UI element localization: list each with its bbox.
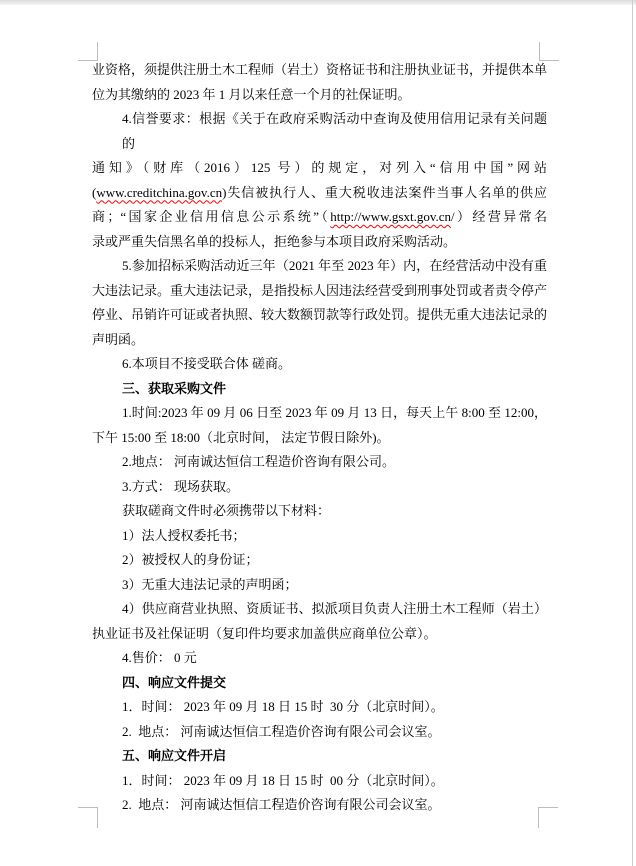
text-segment: 下午 15:00 至 18:00（北京时间， 法定节假日除外)。 bbox=[92, 429, 390, 445]
line-credit-req-5 bbox=[92, 230, 547, 255]
text-segment: 录或严重失信黑名单的投标人，拒绝参与本项目政府采购活动。 bbox=[92, 233, 457, 249]
line-s3-time-1 bbox=[92, 401, 547, 426]
heading-section-3 bbox=[92, 377, 547, 402]
text-segment: 4.售价： 0 元 bbox=[122, 650, 197, 665]
line-s5-location bbox=[92, 793, 547, 818]
text-segment: /）经营异常名 bbox=[451, 209, 547, 224]
text-segment: 位为其缴纳的 2023 年 1 月以来任意一个月的社保证明。 bbox=[92, 86, 411, 102]
text-segment: 1．时间： 2023 年 09 月 18 日 15 时 30 分（北京时间）。 bbox=[122, 699, 444, 714]
text-segment: 5.参加招标采购活动近三年（2021 年至 2023 年）内，在经营活动中没有重 bbox=[122, 258, 547, 273]
text-segment: 三、获取采购文件 bbox=[122, 380, 227, 396]
text-segment: 停业、吊销许可证或者执照、较大数额罚款等行政处罚。提供无重大违法记录的 bbox=[92, 307, 548, 322]
text-segment: 获取磋商文件时必须携带以下材料： bbox=[122, 503, 331, 518]
text-segment: 4）供应商营业执照、资质证书、拟派项目负责人注册土木工程师（岩土） bbox=[122, 601, 547, 616]
text-segment: 1．时间： 2023 年 09 月 18 日 15 时 00 分（北京时间）。 bbox=[122, 772, 444, 788]
line-s3-material-4b bbox=[92, 622, 547, 647]
line-s3-method bbox=[92, 475, 547, 500]
url-text: http://www.gsxt.gov.cn bbox=[330, 209, 452, 224]
line-credit-req-4 bbox=[92, 205, 547, 230]
text-segment: 1.时间:2023 年 09 月 06 日至 2023 年 09 月 13 日，每天上午 8:00 至 12:00， bbox=[122, 405, 547, 420]
line-no-violation-1 bbox=[92, 254, 547, 279]
heading-section-5 bbox=[92, 744, 547, 769]
text-segment: 声明函。 bbox=[92, 331, 145, 347]
text-segment: 通知》（财库（2016）125 号）的规定，对列入“信用中国”网站 bbox=[92, 160, 547, 175]
line-credit-req-2 bbox=[92, 156, 547, 181]
text-segment: 2）被授权人的身份证； bbox=[122, 552, 259, 567]
heading-section-4 bbox=[92, 671, 547, 696]
line-qualification-cont-1 bbox=[92, 58, 547, 83]
line-s3-price bbox=[92, 646, 547, 671]
text-segment: 6.本项目不接受联合体 磋商。 bbox=[122, 356, 292, 371]
text-segment: 执业证书及社保证明（复印件均要求加盖供应商单位公章）。 bbox=[92, 625, 437, 641]
text-segment: 商；“国家企业信用信息公示系统”（ bbox=[92, 209, 331, 224]
line-s3-material-1 bbox=[92, 524, 547, 549]
line-s5-time bbox=[92, 769, 547, 794]
line-no-violation-3 bbox=[92, 303, 547, 328]
line-s3-time-2 bbox=[92, 426, 547, 451]
line-s3-material-2 bbox=[92, 548, 547, 573]
line-s4-time bbox=[92, 695, 547, 720]
text-segment: 2.地点： 河南诚达恒信工程造价咨询有限公司。 bbox=[122, 454, 396, 469]
page-top-edge bbox=[0, 0, 636, 5]
line-s3-materials-intro bbox=[92, 499, 547, 524]
line-qualification-cont-2 bbox=[92, 83, 547, 108]
text-segment: 五、响应文件开启 bbox=[122, 748, 227, 763]
line-credit-req-3 bbox=[92, 181, 547, 206]
text-segment: 大违法记录。重大违法记录，是指投标人因违法经营受到刑事处罚或者责令停产 bbox=[92, 282, 548, 298]
line-no-consortium bbox=[92, 352, 547, 377]
text-segment: 3.方式： 现场获取。 bbox=[122, 478, 240, 494]
line-s3-location bbox=[92, 450, 547, 475]
text-segment: 2. 地点： 河南诚达恒信工程造价咨询有限公司会议室。 bbox=[122, 797, 441, 812]
text-segment: 四、响应文件提交 bbox=[122, 674, 227, 690]
text-segment: 1）法人授权委托书； bbox=[122, 527, 246, 543]
text-segment: 3）无重大违法记录的声明函； bbox=[122, 576, 298, 592]
document-text[interactable] bbox=[92, 58, 547, 818]
page-right-edge bbox=[632, 0, 633, 866]
line-s3-material-4a bbox=[92, 597, 547, 622]
text-segment: 业资格，须提供注册土木工程师（岩土）资格证书和注册执业证书，并提供本单 bbox=[92, 62, 548, 77]
line-no-violation-4 bbox=[92, 328, 547, 353]
text-segment: 2. 地点： 河南诚达恒信工程造价咨询有限公司会议室。 bbox=[122, 723, 441, 739]
line-credit-req-1 bbox=[92, 107, 547, 156]
url-text: www.creditchina.gov.cn bbox=[96, 184, 223, 200]
line-s4-location bbox=[92, 720, 547, 745]
line-no-violation-2 bbox=[92, 279, 547, 304]
text-segment: ( bbox=[92, 184, 97, 200]
text-segment: )失信被执行人、重大税收违法案件当事人名单的供应 bbox=[222, 184, 547, 200]
line-s3-material-3 bbox=[92, 573, 547, 598]
text-segment: 4.信誉要求：根据《关于在政府采购活动中查询及使用信用记录有关问题的 bbox=[122, 111, 547, 151]
